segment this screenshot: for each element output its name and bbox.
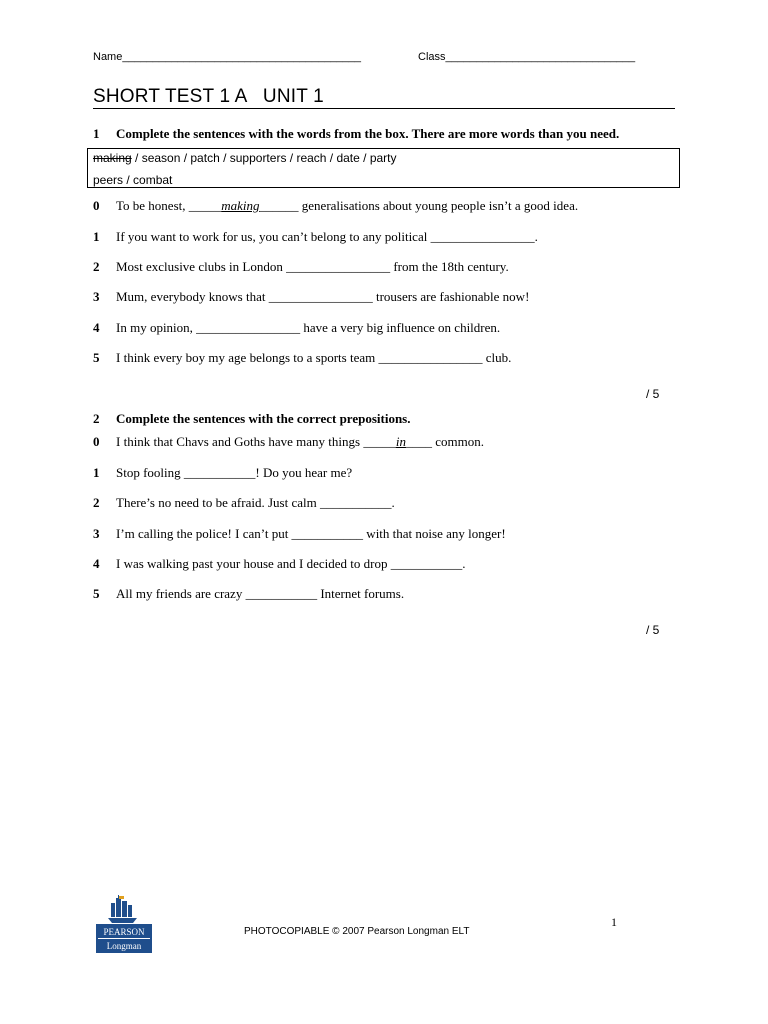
- s1-item-number: 4: [93, 320, 100, 335]
- word-box-line1: [93, 151, 397, 165]
- s1-item-sentence: [116, 198, 578, 214]
- section2-instruction: Complete the sentences with the correct prepositions.: [116, 411, 411, 426]
- class-label: Class: [418, 51, 446, 63]
- s2-item-number: 4: [93, 556, 100, 571]
- page-title: SHORT TEST 1 A UNIT 1: [93, 86, 324, 107]
- title-rule: [93, 108, 675, 109]
- footer-copyright: PHOTOCOPIABLE © 2007 Pearson Longman ELT: [244, 926, 470, 937]
- s1-item-number: 3: [93, 289, 100, 304]
- s2-item-sentence: [116, 434, 484, 450]
- s2-item0-before: I think that Chavs and Goths have many things _____: [116, 434, 396, 449]
- word-list: / season / patch / supporters / reach / date / party: [131, 151, 397, 165]
- word-box: [87, 148, 680, 188]
- s2-item-sentence: Stop fooling ___________! Do you hear me?: [116, 465, 353, 480]
- s2-item-sentence: There’s no need to be afraid. Just calm ___________.: [116, 495, 395, 510]
- s2-item0-after: ____ common.: [405, 434, 484, 449]
- name-blank: _______________________________________: [122, 51, 361, 63]
- s1-item-number: 5: [93, 350, 100, 365]
- section2-score: / 5: [646, 623, 660, 637]
- s2-item-number: 2: [93, 495, 100, 510]
- s1-item-sentence: Mum, everybody knows that ________________ trousers are fashionable now!: [116, 289, 530, 304]
- s2-item-sentence: I was walking past your house and I decided to drop ___________.: [116, 556, 466, 571]
- s1-item-number: 2: [93, 259, 100, 274]
- logo-line2: Longman: [106, 941, 142, 951]
- s2-item-number: 1: [93, 465, 100, 480]
- pearson-longman-logo: [96, 895, 152, 953]
- example-word: making: [93, 151, 132, 165]
- s2-item0-answer: in: [395, 434, 406, 449]
- s1-item-sentence: Most exclusive clubs in London ________________ from the 18th century.: [116, 259, 509, 274]
- s2-item-number: 0: [93, 434, 100, 449]
- name-label: Name: [93, 51, 123, 63]
- s2-item-sentence: All my friends are crazy ___________ Internet forums.: [116, 586, 405, 601]
- s2-item-number: 5: [93, 586, 100, 601]
- section1-instruction: Complete the sentences with the words from the box. There are more words than you need.: [116, 126, 620, 141]
- s2-item-sentence: I’m calling the police! I can’t put ___________ with that noise any longer!: [116, 526, 506, 541]
- s2-item-number: 3: [93, 526, 100, 541]
- ship-icon: [96, 895, 152, 953]
- section1-score: / 5: [646, 387, 660, 401]
- class-blank: _______________________________: [445, 51, 636, 63]
- s1-item0-after: ______ generalisations about young people isn’t a good idea.: [259, 198, 579, 213]
- s1-item-sentence: In my opinion, ________________ have a very big influence on children.: [116, 320, 501, 335]
- s1-item0-answer: making: [221, 198, 260, 213]
- word-box-line2: peers / combat: [93, 173, 173, 187]
- section1-number: 1: [93, 126, 100, 141]
- name-field: [93, 51, 361, 63]
- s1-item0-before: To be honest, _____: [116, 198, 222, 213]
- s1-item-number: 1: [93, 229, 100, 244]
- page-number: 1: [611, 915, 617, 929]
- s1-item-number: 0: [93, 198, 100, 213]
- section2-number: 2: [93, 411, 100, 426]
- logo-line1: PEARSON: [103, 927, 145, 937]
- class-field: [418, 51, 635, 63]
- s1-item-sentence: I think every boy my age belongs to a sports team ________________ club.: [116, 350, 512, 365]
- s1-item-sentence: If you want to work for us, you can’t belong to any political ________________.: [116, 229, 538, 244]
